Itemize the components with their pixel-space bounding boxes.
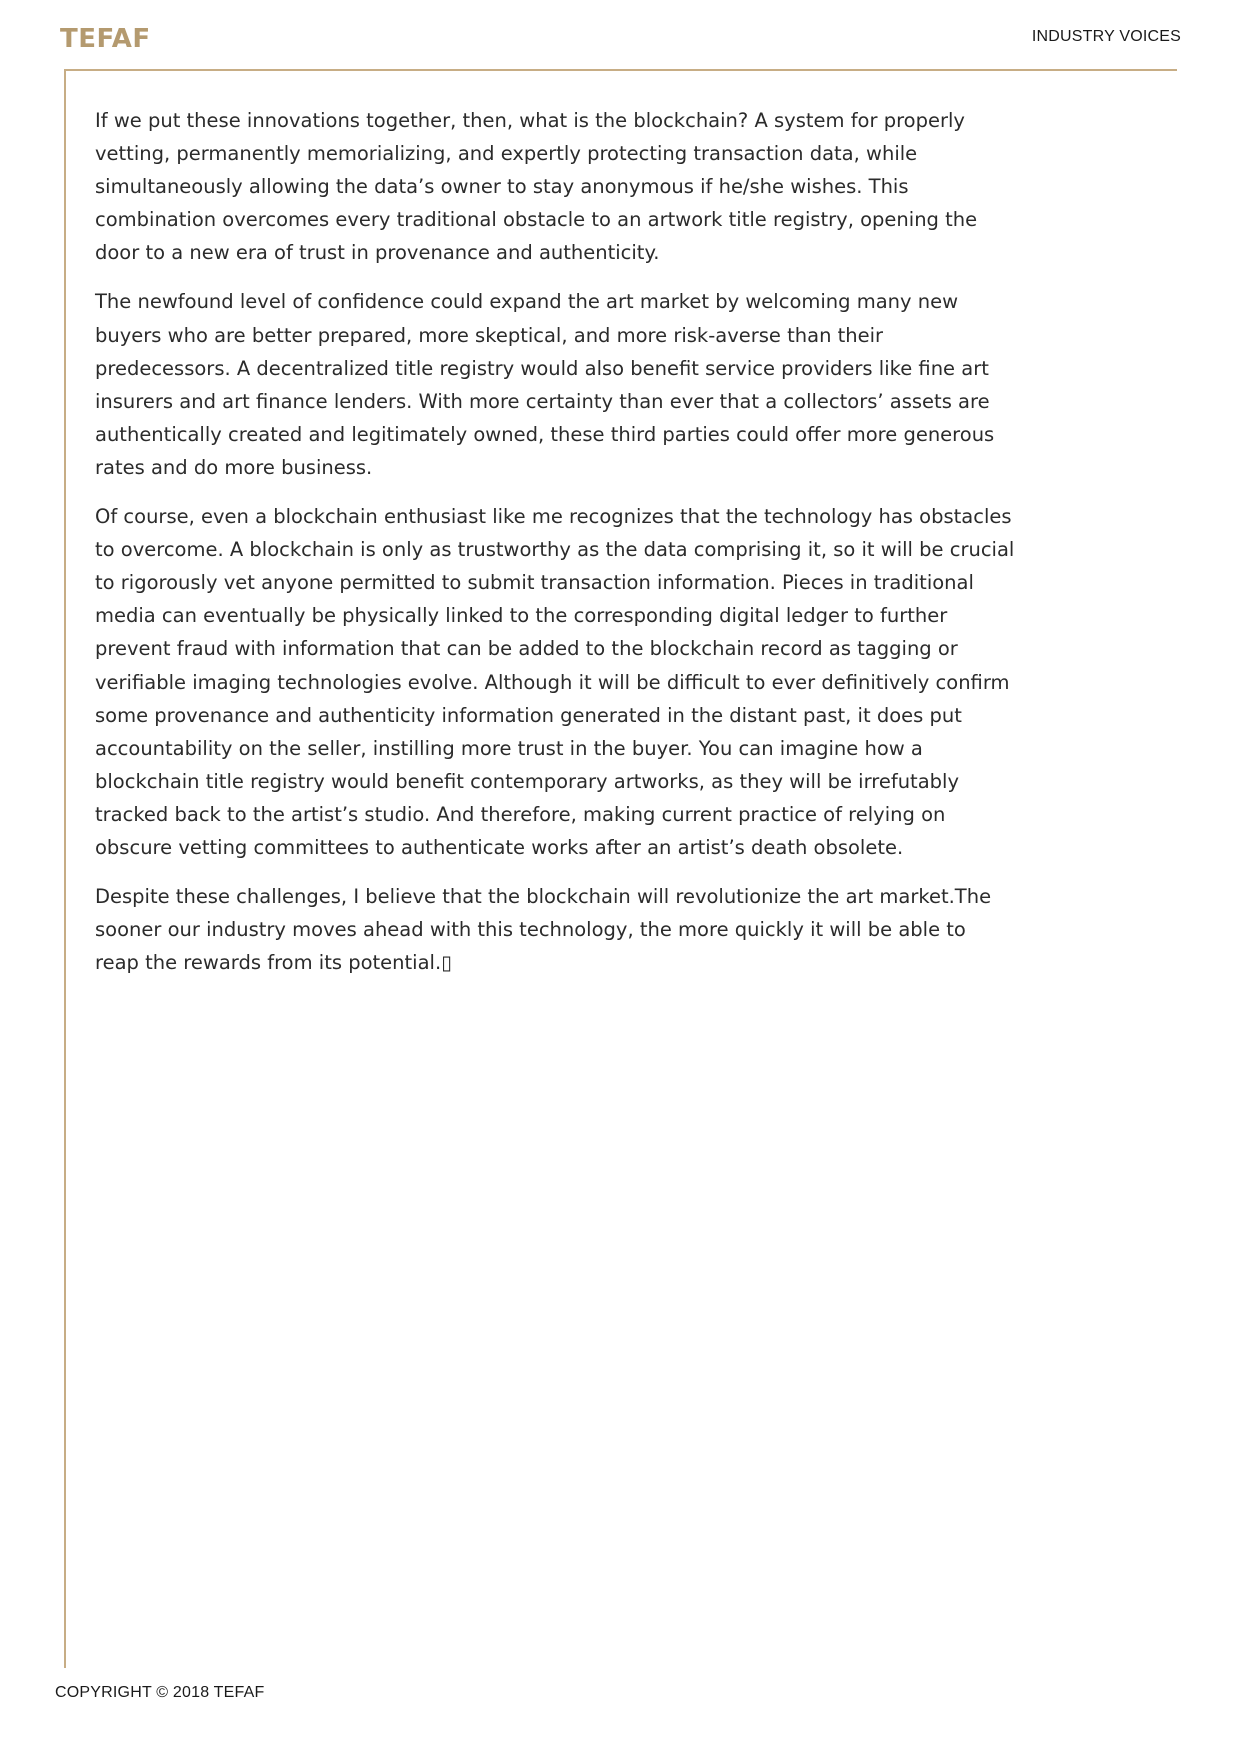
header-divider: [64, 69, 1177, 71]
copyright-footer: COPYRIGHT © 2018 TEFAF: [55, 1684, 265, 1701]
paragraph-4: Despite these challenges, I believe that the blockchain will revolutionize the art market.The sooner our industry moves ahead with this technology, the more quickly it will be able to reap the rewards from its potential.▯: [95, 885, 992, 975]
article-body: [95, 104, 1015, 995]
paragraph-1: If we put these innovations together, then, what is the blockchain? A system for properly vetting, permanently memorializing, and expertly protecting transaction data, while simultaneously allowing the data’s owner to stay anonymous if he/she wishes. This combination overcomes every traditional obstacle to an artwork title registry, opening the door to a new era of trust in provenance and authenticity.: [95, 109, 978, 265]
left-margin-rule: [64, 69, 66, 1668]
tefaf-logo: TEFAF: [60, 24, 151, 54]
paragraph-2: The newfound level of confidence could expand the art market by welcoming many new buyers who are better prepared, more skeptical, and more risk-averse than their predecessors. A decentralized title registry would also benefit service providers like fine art insurers and art finance lenders. With more certainty than ever that a collectors’ assets are authentically created and legitimately owned, these third parties could offer more generous rates and do more business.: [95, 290, 995, 479]
paragraph-3: Of course, even a blockchain enthusiast like me recognizes that the technology has obstacles to overcome. A blockchain is only as trustworthy as the data comprising it, so it will be crucial to rigorously vet anyone permitted to submit transaction information. Pieces in traditional media can eventually be physically linked to the corresponding digital ledger to further prevent fraud with information that can be added to the blockchain record as tagging or verifiable imaging technologies evolve. Although it will be difficult to ever definitively confirm some provenance and authenticity information generated in the distant past, it does put accountability on the seller, instilling more trust in the buyer. You can imagine how a blockchain title registry would benefit contemporary artworks, as they will be irrefutably tracked back to the artist’s studio. And therefore, making current practice of relying on obscure vetting committees to authenticate works after an artist’s death obsolete.: [95, 505, 1015, 859]
section-label: INDUSTRY VOICES: [1031, 28, 1181, 45]
